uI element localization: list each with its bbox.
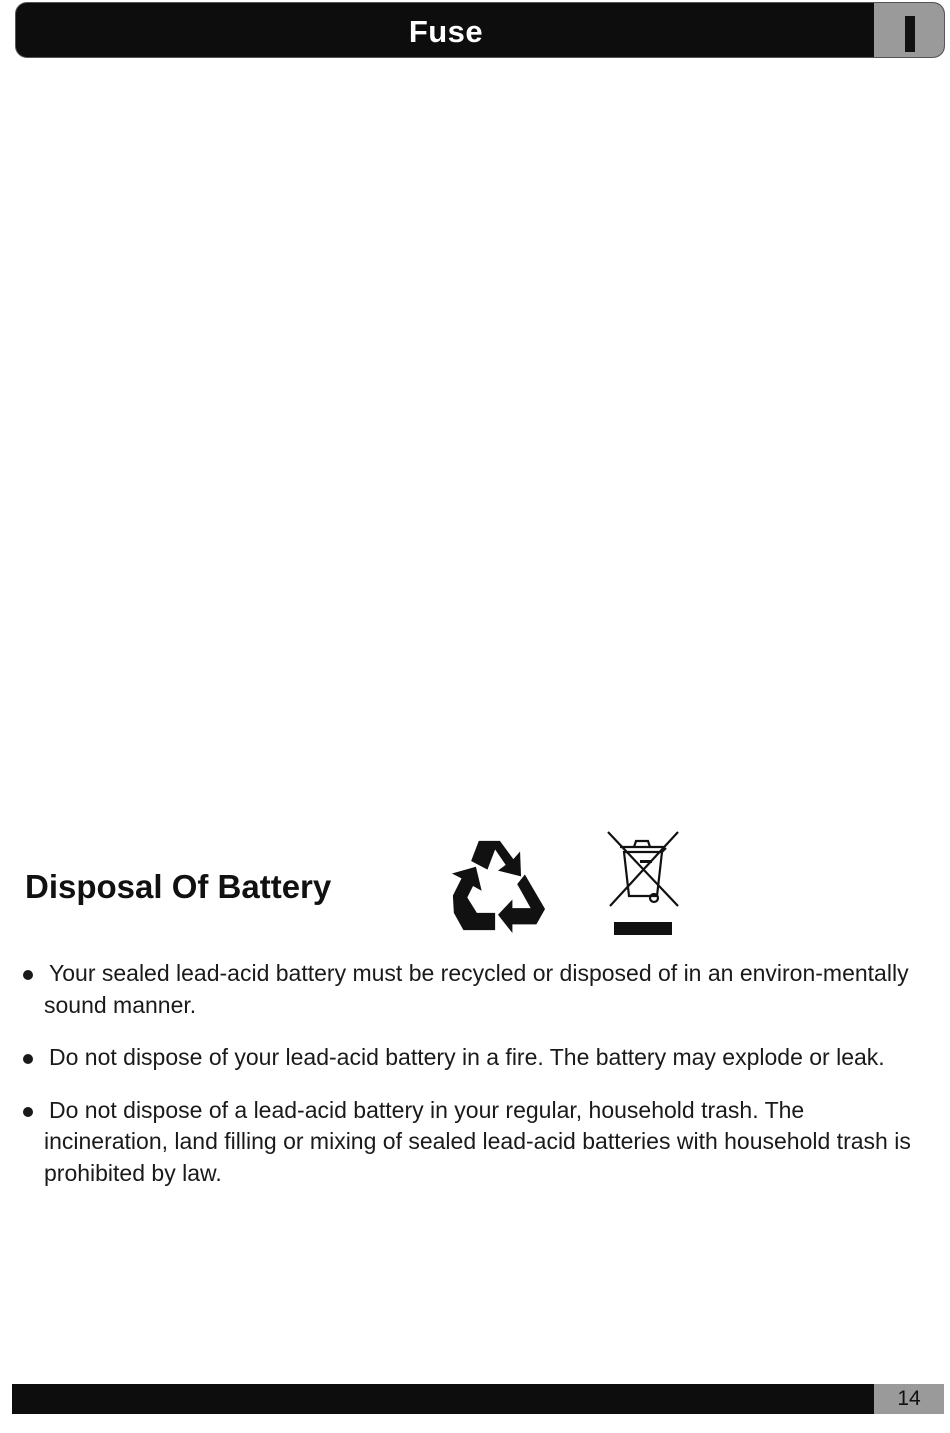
list-item — [20, 1095, 930, 1190]
bullet-text: Do not dispose of your lead-acid battery in a fire. The battery may explode or leak. — [49, 1044, 885, 1070]
page-number: 14 — [874, 1384, 944, 1414]
list-item — [20, 1042, 930, 1074]
bullet-text: Your sealed lead-acid battery must be recycled or disposed of in an environ-mentally sound manner. — [44, 960, 909, 1018]
footer-bar — [12, 1384, 874, 1414]
page-title: Fuse — [408, 14, 484, 49]
header-tab — [874, 3, 944, 58]
bullet-text: Do not dispose of a lead-acid battery in your regular, household trash. The incineration, land filling or mixing of sealed lead-acid batteries with household trash is prohibited by law. — [44, 1096, 911, 1186]
header-bar — [15, 2, 945, 58]
bullet-list — [20, 958, 930, 1210]
header-tab-mark — [905, 16, 915, 52]
section-title: Disposal Of Battery — [25, 868, 332, 905]
crossed-out-wheelie-bin-icon — [604, 830, 682, 938]
bullet-dot — [23, 970, 33, 980]
bullet-dot — [23, 1054, 33, 1064]
recycle-icon — [449, 838, 547, 934]
list-item — [20, 958, 930, 1021]
bullet-dot — [23, 1107, 33, 1117]
